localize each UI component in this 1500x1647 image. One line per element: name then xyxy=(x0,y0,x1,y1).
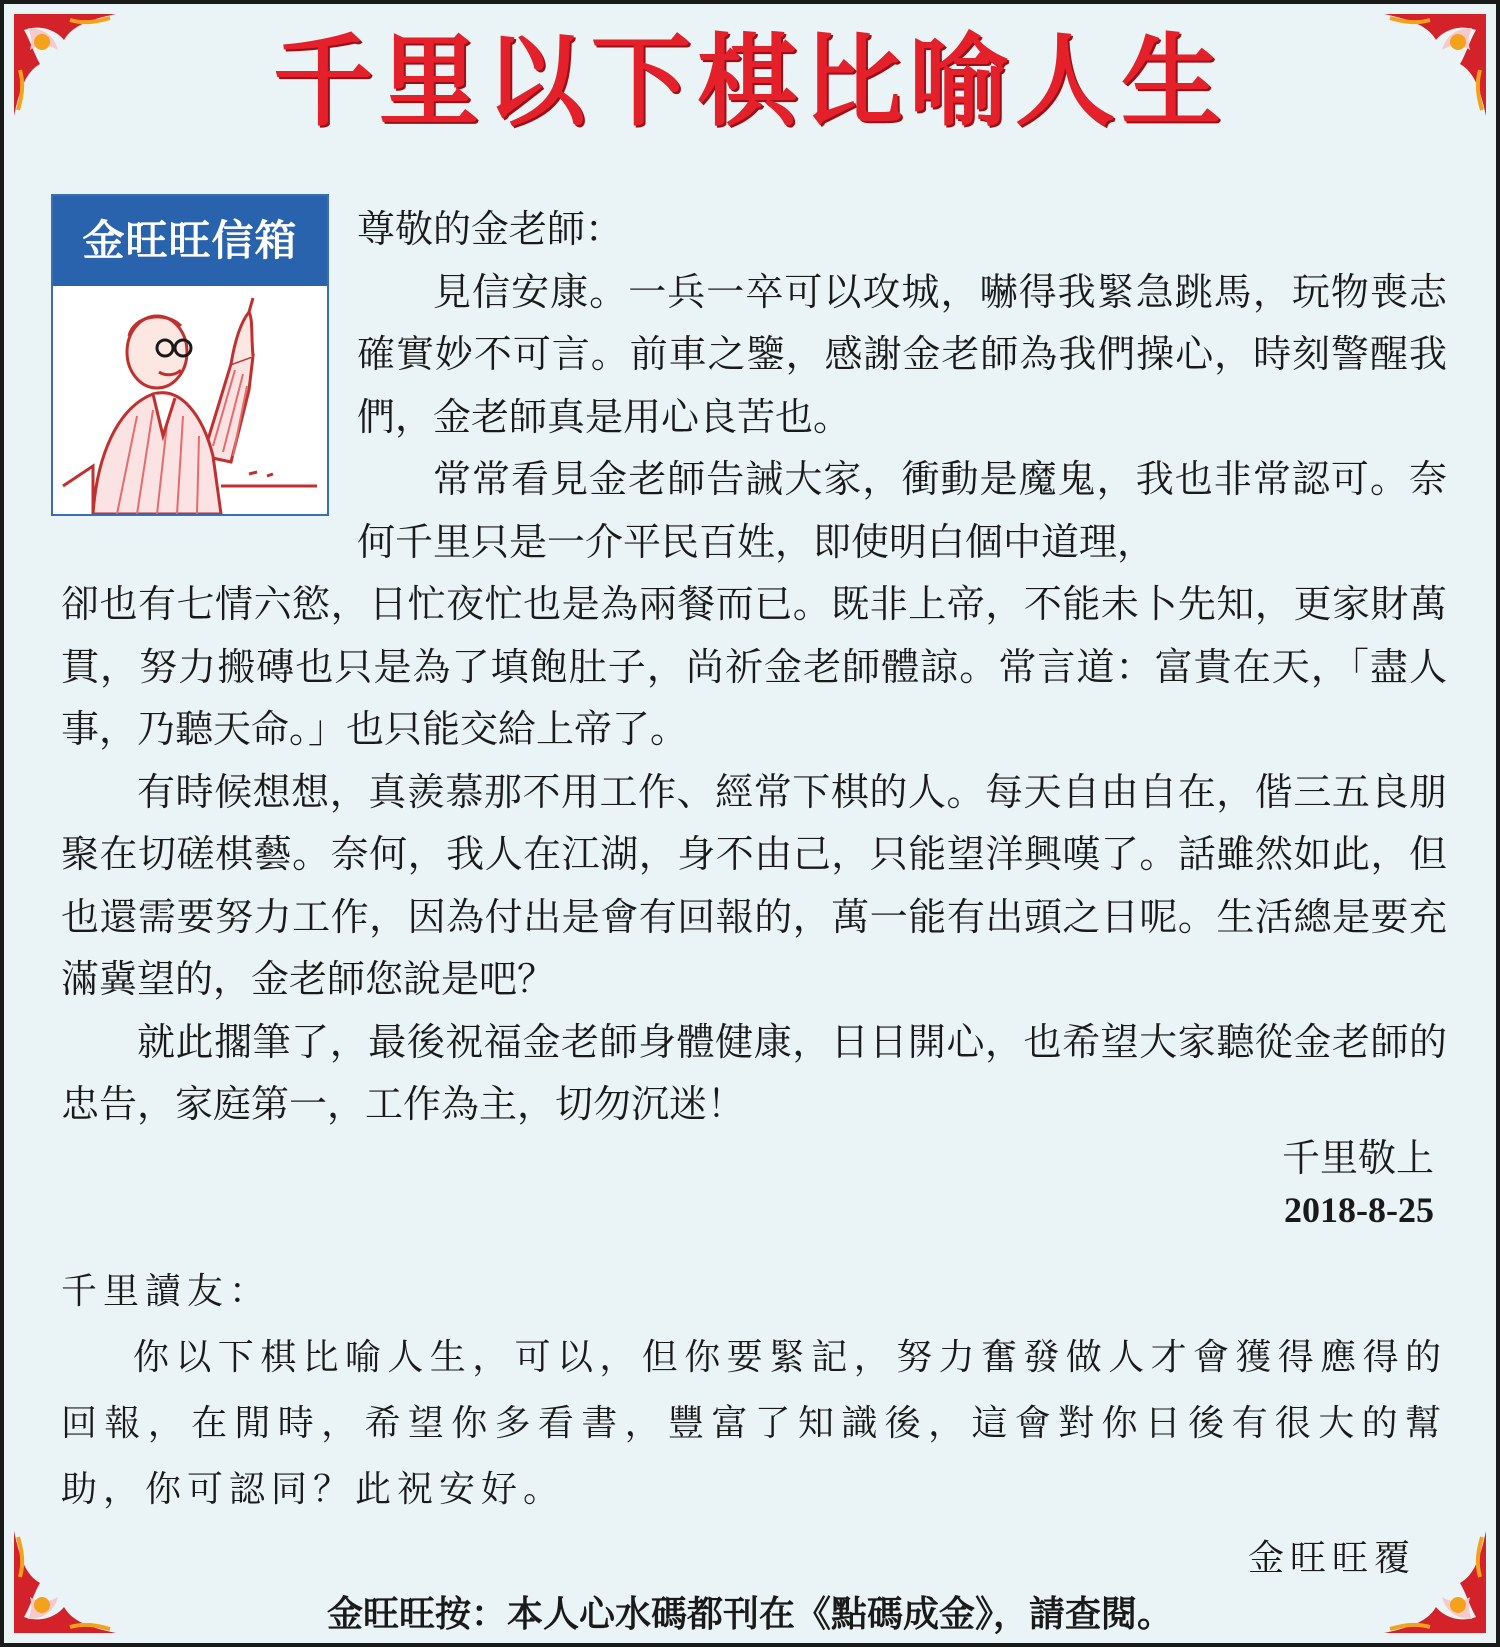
reply-greeting: 千里讀友： xyxy=(61,1271,272,1312)
reply-body xyxy=(61,1259,1447,1523)
letter-greeting: 尊敬的金老師： xyxy=(357,207,624,251)
letter-paragraph: 見信安康。一兵一卒可以攻城，嚇得我緊急跳馬，玩物喪志確實妙不可言。前車之鑒，感謝金老師為我們操心，時刻警醒我們，金老師真是用心良苦也。 xyxy=(357,269,1447,439)
letter-body xyxy=(61,198,1447,1136)
letter-signoff: 千里敬上 xyxy=(1281,1136,1434,1180)
reply-signoff: 金旺旺覆 xyxy=(1247,1538,1416,1579)
letter-paragraph: 有時候想想，真羨慕那不用工作、經常下棋的人。每天自由自在，偕三五良朋聚在切磋棋藝。奈何，我人在江湖，身不由己，只能望洋興嘆了。話雖然如此，但也還需要努力工作，因為付出是會有回報的，萬一能有出頭之日呢。生活總是要充滿冀望的，金老師您說是吧？ xyxy=(61,769,1447,1001)
letter-paragraph-continued: 卻也有七情六慾，日忙夜忙也是為兩餐而已。既非上帝，不能未卜先知，更家財萬貫，努力搬磚也只是為了填飽肚子，尚祈金老師體諒。常言道：富貴在天，「盡人事，乃聽天命。」也只能交給上帝了。 xyxy=(61,582,1447,751)
letter-paragraph: 就此擱筆了，最後祝福金老師身體健康，日日開心，也希望大家聽從金老師的忠告，家庭第一，工作為主，切勿沉迷！ xyxy=(61,1019,1447,1126)
letter-date: 2018-8-25 xyxy=(1284,1190,1434,1230)
reply-paragraph: 你以下棋比喻人生，可以，但你要緊記，努力奮發做人才會獲得應得的回報，在閒時，希望你多看書，豐富了知識後，這會對你日後有很大的幫助，你可認同？此祝安好。 xyxy=(61,1337,1447,1510)
page-title: 千里以下棋比喻人生 xyxy=(273,23,1227,140)
letter-paragraph: 常常看見金老師告誡大家，衝動是魔鬼，我也非常認可。奈何千里只是一介平民百姓，即使明白個中道理， xyxy=(357,457,1447,564)
footer-note: 金旺旺按：本人心水碼都刊在《點碼成金》，請查閱。 xyxy=(326,1594,1173,1635)
mailbox-label: 金旺旺信箱 xyxy=(53,196,327,286)
